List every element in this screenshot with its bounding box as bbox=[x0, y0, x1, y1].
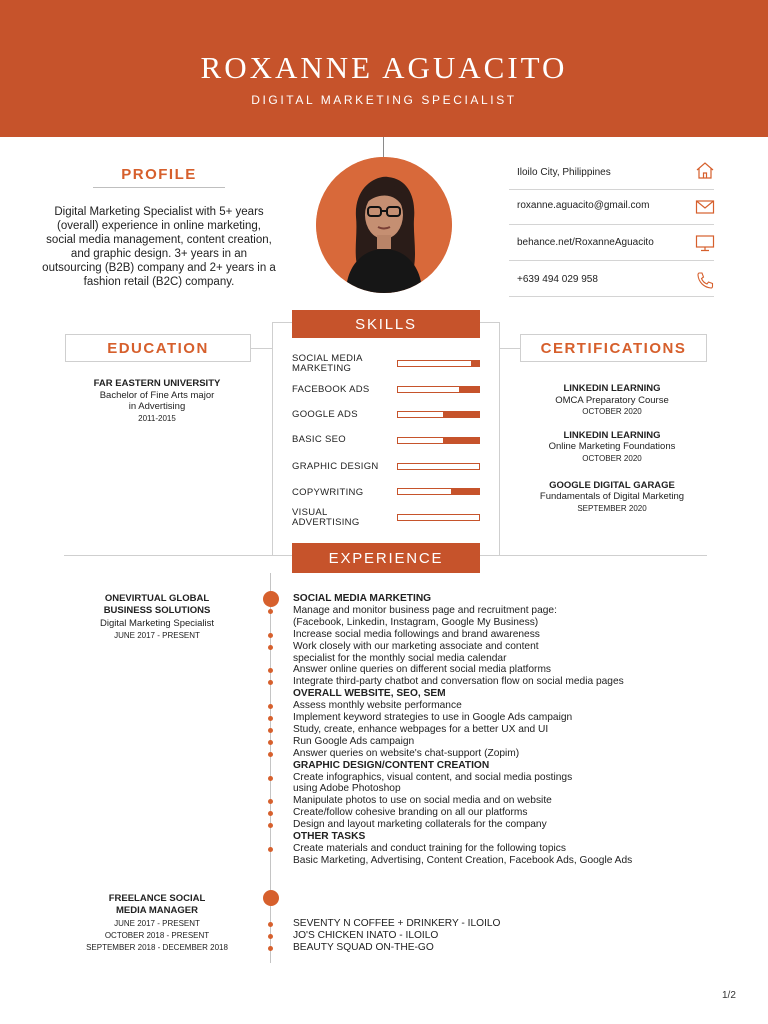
bullet bbox=[268, 823, 273, 828]
cert-course: OMCA Preparatory Course bbox=[555, 395, 669, 406]
skill-label-line: VISUAL bbox=[292, 507, 328, 518]
skill-bar-fill bbox=[451, 489, 479, 494]
contact-location: Iloilo City, Philippines bbox=[517, 167, 611, 178]
skill-bar bbox=[397, 360, 480, 367]
job-role: Digital Marketing Specialist bbox=[99, 618, 215, 629]
duty-line: Design and layout marketing collaterals for the company bbox=[293, 819, 547, 831]
education-degree-line1: Bachelor of Fine Arts major bbox=[99, 390, 215, 401]
contact-email[interactable]: roxanne.aguacito@gmail.com bbox=[517, 200, 650, 211]
education-degree-line2: in Advertising bbox=[128, 401, 186, 412]
skill-label bbox=[292, 354, 392, 374]
duty-category: GRAPHIC DESIGN/CONTENT CREATION bbox=[293, 759, 490, 771]
client-name: JO'S CHICKEN INATO - ILOILO bbox=[293, 930, 439, 941]
cert-issuer: GOOGLE DIGITAL GARAGE bbox=[549, 480, 675, 491]
duty-line: Integrate third-party chatbot and conversation flow on social media pages bbox=[293, 676, 624, 688]
skill-label: COPYWRITING bbox=[292, 487, 364, 498]
skill-label: GRAPHIC DESIGN bbox=[292, 461, 379, 472]
mail-icon bbox=[695, 198, 715, 216]
job-company-line: FREELANCE SOCIAL bbox=[108, 893, 206, 904]
contact-website[interactable]: behance.net/RoxanneAguacito bbox=[517, 237, 654, 248]
job-company-line: MEDIA MANAGER bbox=[116, 905, 198, 916]
skill-label: FACEBOOK ADS bbox=[292, 384, 370, 395]
bullet bbox=[268, 680, 273, 685]
duty-category: OTHER TASKS bbox=[293, 831, 366, 842]
profile-summary: Digital Marketing Specialist with 5+ years (overall) experience in online marketing, social media management, content creation, and graphic design. 3+ years in an outsourcing (B2B) company and 2+ years in a fashion retail (B2C) company. bbox=[42, 206, 276, 288]
skill-label: GOOGLE ADS bbox=[292, 409, 358, 420]
education-connector bbox=[251, 348, 272, 349]
skills-frame bbox=[272, 322, 273, 556]
duty-category: SOCIAL MEDIA MARKETING bbox=[293, 593, 432, 604]
monitor-icon bbox=[695, 234, 715, 252]
certifications-heading-label: CERTIFICATIONS bbox=[540, 339, 687, 357]
skill-label bbox=[292, 508, 392, 528]
duty-line: Run Google Ads campaign bbox=[293, 735, 415, 747]
education-heading-label: EDUCATION bbox=[107, 339, 209, 357]
cert-issuer: LINKEDIN LEARNING bbox=[563, 383, 661, 394]
skill-bar bbox=[397, 411, 480, 418]
certifications-heading bbox=[520, 334, 707, 362]
education-school: FAR EASTERN UNIVERSITY bbox=[93, 378, 221, 389]
bullet bbox=[268, 776, 273, 781]
skills-heading bbox=[292, 310, 480, 338]
skill-label: BASIC SEO bbox=[292, 434, 346, 445]
skill-bar-fill bbox=[443, 412, 479, 417]
job-dates: SEPTEMBER 2018 - DECEMBER 2018 bbox=[86, 943, 228, 952]
resume-title: DIGITAL MARKETING SPECIALIST bbox=[251, 93, 517, 107]
header-connector bbox=[383, 137, 384, 157]
bullet bbox=[268, 934, 273, 939]
skill-bar-fill bbox=[459, 387, 479, 392]
duty-line: Basic Marketing, Advertising, Content Creation, Facebook Ads, Google Ads bbox=[293, 854, 633, 866]
duty-line: Create infographics, visual content, and social media postings bbox=[293, 771, 573, 783]
timeline-marker bbox=[263, 591, 279, 607]
duty-line: specialist for the monthly social media calendar bbox=[293, 652, 507, 664]
cert-course: Online Marketing Foundations bbox=[548, 441, 676, 452]
duty-line: Work closely with our marketing associate and content bbox=[293, 640, 539, 652]
bullet bbox=[268, 728, 273, 733]
job-company-line: BUSINESS SOLUTIONS bbox=[103, 605, 211, 616]
experience-heading bbox=[292, 543, 480, 573]
timeline-marker bbox=[263, 890, 279, 906]
profile-divider bbox=[93, 187, 225, 188]
skill-label-line: SOCIAL MEDIA bbox=[292, 353, 363, 364]
duty-line: Study, create, enhance webpages for a better UX and UI bbox=[293, 723, 549, 735]
skill-label-line: MARKETING bbox=[292, 363, 352, 374]
certifications-connector bbox=[499, 348, 520, 349]
profile-heading: PROFILE bbox=[121, 166, 197, 183]
phone-icon bbox=[695, 271, 715, 289]
skills-frame bbox=[272, 322, 292, 323]
duty-line: using Adobe Photoshop bbox=[293, 783, 401, 795]
cert-date: OCTOBER 2020 bbox=[582, 407, 642, 416]
contact-divider bbox=[509, 224, 714, 225]
contact-divider bbox=[509, 189, 714, 190]
contact-divider bbox=[509, 260, 714, 261]
skill-bar bbox=[397, 437, 480, 444]
skill-bar bbox=[397, 386, 480, 393]
job-company-line: ONEVIRTUAL GLOBAL bbox=[104, 593, 210, 604]
skill-bar bbox=[397, 463, 480, 470]
duty-line: Answer online queries on different social media platforms bbox=[293, 664, 552, 676]
job-dates: JUNE 2017 - PRESENT bbox=[114, 631, 200, 640]
bullet bbox=[268, 922, 273, 927]
duty-line: Implement keyword strategies to use in Google Ads campaign bbox=[293, 712, 573, 723]
skill-label-line: ADVERTISING bbox=[292, 517, 360, 528]
profile-photo bbox=[316, 157, 452, 293]
skills-heading-label: SKILLS bbox=[355, 315, 417, 333]
page-number: 1/2 bbox=[722, 990, 736, 1001]
duty-line: Answer queries on website's chat-support (Zopim) bbox=[293, 747, 520, 759]
job-dates: JUNE 2017 - PRESENT bbox=[114, 919, 200, 928]
duty-line: Manage and monitor business page and recruitment page: bbox=[293, 604, 557, 616]
bullet bbox=[268, 799, 273, 804]
duty-line: Assess monthly website performance bbox=[293, 700, 462, 712]
client-name: SEVENTY N COFFEE + DRINKERY - ILOILO bbox=[293, 918, 501, 929]
cert-course: Fundamentals of Digital Marketing bbox=[539, 491, 685, 502]
duty-line: (Facebook, Linkedin, Instagram, Google My Business) bbox=[293, 616, 539, 628]
skill-bar bbox=[397, 514, 480, 521]
job-dates: OCTOBER 2018 - PRESENT bbox=[104, 931, 210, 940]
experience-heading-label: EXPERIENCE bbox=[328, 549, 444, 567]
cert-date: OCTOBER 2020 bbox=[582, 454, 642, 463]
duty-line: Increase social media followings and brand awareness bbox=[293, 628, 540, 640]
bullet bbox=[268, 609, 273, 614]
resume-name: ROXANNE AGUACITO bbox=[200, 50, 568, 85]
duty-line: Create/follow cohesive branding on all our platforms bbox=[293, 807, 528, 819]
skills-frame bbox=[480, 322, 500, 323]
cert-date: SEPTEMBER 2020 bbox=[577, 504, 647, 513]
education-years: 2011-2015 bbox=[138, 414, 176, 423]
bullet bbox=[268, 716, 273, 721]
bullet bbox=[268, 946, 273, 951]
bullet bbox=[268, 704, 273, 709]
skills-frame bbox=[499, 322, 500, 556]
client-name: BEAUTY SQUAD ON-THE-GO bbox=[293, 942, 434, 953]
duty-line: Manipulate photos to use on social media and on website bbox=[293, 795, 552, 807]
home-icon bbox=[695, 161, 715, 179]
contact-divider bbox=[509, 296, 714, 297]
contact-phone[interactable]: +639 494 029 958 bbox=[517, 274, 598, 285]
bullet bbox=[268, 847, 273, 852]
duty-category: OVERALL WEBSITE, SEO, SEM bbox=[293, 688, 446, 700]
bullet bbox=[268, 645, 273, 650]
education-heading bbox=[65, 334, 251, 362]
skill-bar bbox=[397, 488, 480, 495]
skill-bar-fill bbox=[443, 438, 479, 443]
bullet bbox=[268, 633, 273, 638]
bullet bbox=[268, 811, 273, 816]
bullet bbox=[268, 752, 273, 757]
bullet bbox=[268, 668, 273, 673]
cert-issuer: LINKEDIN LEARNING bbox=[563, 430, 661, 441]
bullet bbox=[268, 740, 273, 745]
skill-bar-fill bbox=[471, 361, 479, 366]
duty-line: Create materials and conduct training for the following topics bbox=[293, 842, 566, 854]
